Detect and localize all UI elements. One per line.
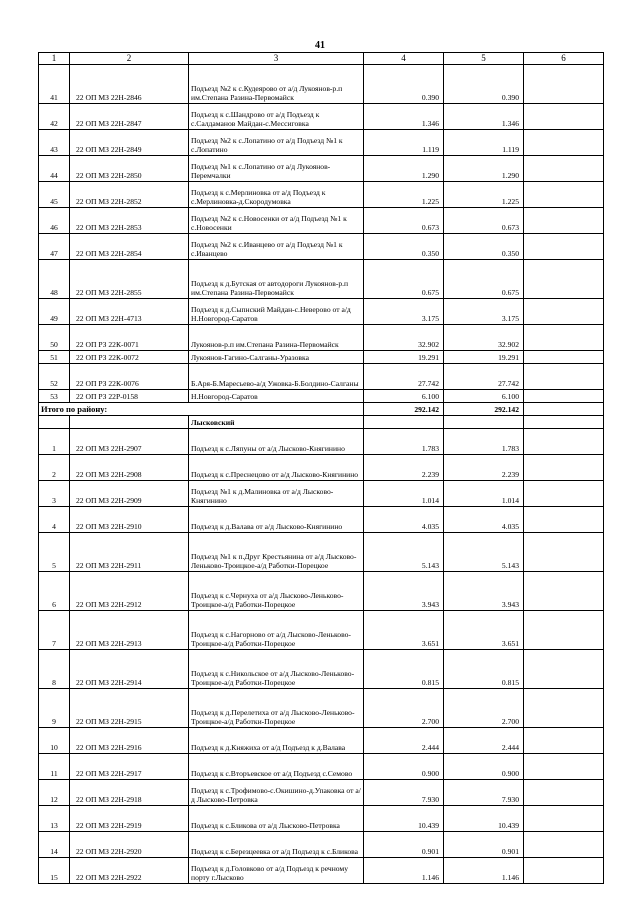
empty-cell bbox=[524, 572, 604, 611]
district-cell-1 bbox=[39, 416, 70, 429]
road-code: 22 ОП МЗ 22Н-2846 bbox=[70, 65, 189, 104]
road-code: 22 ОП МЗ 22Н-2849 bbox=[70, 130, 189, 156]
length-value: 0.675 bbox=[364, 260, 444, 299]
road-name: Подъезд к д.Княжиха от а/д Подъезд к д.Валава bbox=[189, 728, 364, 754]
road-name: Н.Новгород-Саратов bbox=[189, 390, 364, 403]
empty-cell bbox=[524, 507, 604, 533]
row-number: 14 bbox=[39, 832, 70, 858]
road-name: Подъезд к с.Ляпуны от а/д Лысково-Княгинино bbox=[189, 429, 364, 455]
road-name: Б.Аря-Б.Маресьево-а/д Ужовка-Б.Болдино-Салганы bbox=[189, 364, 364, 390]
table-body-bottom bbox=[39, 429, 604, 884]
length-value-total: 2.239 bbox=[444, 455, 524, 481]
empty-cell bbox=[524, 455, 604, 481]
length-value-total: 0.350 bbox=[444, 234, 524, 260]
road-code: 22 ОП МЗ 22Н-2908 bbox=[70, 455, 189, 481]
length-value: 2.444 bbox=[364, 728, 444, 754]
row-number: 48 bbox=[39, 260, 70, 299]
road-name: Подъезд к с.Трофимово-с.Окишино-д.Упаковка от а/д Лысково-Петровка bbox=[189, 780, 364, 806]
empty-cell bbox=[524, 780, 604, 806]
total-value-5: 292.142 bbox=[444, 403, 524, 416]
table-row bbox=[39, 156, 604, 182]
length-value-total: 32.902 bbox=[444, 325, 524, 351]
road-name: Подъезд к д.Валава от а/д Лысково-Княгинино bbox=[189, 507, 364, 533]
empty-cell bbox=[524, 234, 604, 260]
road-name: Подъезд №2 к с.Лопатино от а/д Подъезд №1 к с.Лопатино bbox=[189, 130, 364, 156]
length-value-total: 1.119 bbox=[444, 130, 524, 156]
row-number: 7 bbox=[39, 611, 70, 650]
road-code: 22 ОП МЗ 22Н-2907 bbox=[70, 429, 189, 455]
row-number: 11 bbox=[39, 754, 70, 780]
empty-cell bbox=[524, 611, 604, 650]
table-row bbox=[39, 325, 604, 351]
row-number: 49 bbox=[39, 299, 70, 325]
road-name: Подъезд к д.Головково от а/д Подъезд к речному порту г.Лысково bbox=[189, 858, 364, 884]
road-name: Подъезд к с.Нагорново от а/д Лысково-Леньково-Троицкое-а/д Работки-Порецкое bbox=[189, 611, 364, 650]
length-value: 6.100 bbox=[364, 390, 444, 403]
table-row bbox=[39, 728, 604, 754]
row-number: 13 bbox=[39, 806, 70, 832]
table-row bbox=[39, 234, 604, 260]
row-number: 4 bbox=[39, 507, 70, 533]
table-row bbox=[39, 481, 604, 507]
district-name: Лысковский bbox=[189, 416, 364, 429]
col-header-5: 5 bbox=[444, 53, 524, 65]
row-number: 44 bbox=[39, 156, 70, 182]
row-number: 53 bbox=[39, 390, 70, 403]
road-name: Подъезд №1 к п.Друг Крестьянина от а/д Лысково-Леньково-Троицкое-а/д Работки-Порецкое bbox=[189, 533, 364, 572]
road-code: 22 ОП МЗ 22Н-2916 bbox=[70, 728, 189, 754]
length-value: 1.014 bbox=[364, 481, 444, 507]
length-value-total: 0.390 bbox=[444, 65, 524, 104]
table-row bbox=[39, 65, 604, 104]
length-value: 3.175 bbox=[364, 299, 444, 325]
table-row bbox=[39, 390, 604, 403]
length-value: 0.815 bbox=[364, 650, 444, 689]
road-name: Подъезд к с.Мерлиновка от а/д Подъезд к с.Мерлиновка-д.Скородумовка bbox=[189, 182, 364, 208]
length-value: 5.143 bbox=[364, 533, 444, 572]
road-name: Подъезд №2 к с.Новосенки от а/д Подъезд №1 к с.Новосенки bbox=[189, 208, 364, 234]
col-header-4: 4 bbox=[364, 53, 444, 65]
table-row bbox=[39, 650, 604, 689]
empty-cell bbox=[524, 260, 604, 299]
table-row bbox=[39, 689, 604, 728]
length-value-total: 0.673 bbox=[444, 208, 524, 234]
district-cell-6 bbox=[524, 416, 604, 429]
page-number: 41 bbox=[315, 40, 325, 51]
col-header-1: 1 bbox=[39, 53, 70, 65]
col-header-2: 2 bbox=[70, 53, 189, 65]
empty-cell bbox=[524, 325, 604, 351]
road-name: Подъезд к д.Сыпнский Майдан-с.Неверово от а/д Н.Новгород-Саратов bbox=[189, 299, 364, 325]
empty-cell bbox=[524, 689, 604, 728]
road-code: 22 ОП РЗ 22К-0071 bbox=[70, 325, 189, 351]
table-row bbox=[39, 104, 604, 130]
length-value: 3.651 bbox=[364, 611, 444, 650]
length-value-total: 19.291 bbox=[444, 351, 524, 364]
row-number: 2 bbox=[39, 455, 70, 481]
road-code: 22 ОП МЗ 22Н-2922 bbox=[70, 858, 189, 884]
row-number: 10 bbox=[39, 728, 70, 754]
length-value-total: 1.146 bbox=[444, 858, 524, 884]
row-number: 8 bbox=[39, 650, 70, 689]
row-number: 47 bbox=[39, 234, 70, 260]
row-number: 43 bbox=[39, 130, 70, 156]
length-value-total: 0.901 bbox=[444, 832, 524, 858]
table-row bbox=[39, 208, 604, 234]
table-row bbox=[39, 611, 604, 650]
road-code: 22 ОП МЗ 22Н-2852 bbox=[70, 182, 189, 208]
length-value: 7.930 bbox=[364, 780, 444, 806]
district-cell-5 bbox=[444, 416, 524, 429]
length-value: 19.291 bbox=[364, 351, 444, 364]
empty-cell bbox=[524, 351, 604, 364]
length-value-total: 10.439 bbox=[444, 806, 524, 832]
length-value: 0.673 bbox=[364, 208, 444, 234]
length-value: 4.035 bbox=[364, 507, 444, 533]
length-value-total: 1.783 bbox=[444, 429, 524, 455]
road-name: Подъезд №1 к д.Малиновка от а/д Лысково-Княгинино bbox=[189, 481, 364, 507]
table-row bbox=[39, 455, 604, 481]
road-code: 22 ОП МЗ 22Н-2915 bbox=[70, 689, 189, 728]
table-row bbox=[39, 351, 604, 364]
empty-cell bbox=[524, 208, 604, 234]
row-number: 12 bbox=[39, 780, 70, 806]
table-row bbox=[39, 806, 604, 832]
empty-cell bbox=[524, 754, 604, 780]
road-name: Подъезд №1 к с.Лопатино от а/д Лукоянов-Перемчалки bbox=[189, 156, 364, 182]
col-header-6: 6 bbox=[524, 53, 604, 65]
empty-cell bbox=[524, 65, 604, 104]
road-name: Подъезд к с.Никольское от а/д Лысково-Леньково-Троицкое-а/д Работки-Порецкое bbox=[189, 650, 364, 689]
road-code: 22 ОП МЗ 22Н-2855 bbox=[70, 260, 189, 299]
empty-cell bbox=[524, 364, 604, 390]
roads-table bbox=[38, 52, 604, 884]
table-row bbox=[39, 299, 604, 325]
col-header-3: 3 bbox=[189, 53, 364, 65]
road-code: 22 ОП МЗ 22Н-2914 bbox=[70, 650, 189, 689]
length-value: 0.900 bbox=[364, 754, 444, 780]
road-name: Лукоянов-р.п им.Степана Разина-Первомайск bbox=[189, 325, 364, 351]
district-row bbox=[39, 416, 604, 429]
length-value: 3.943 bbox=[364, 572, 444, 611]
road-code: 22 ОП МЗ 22Н-2910 bbox=[70, 507, 189, 533]
table-row bbox=[39, 832, 604, 858]
road-code: 22 ОП МЗ 22Н-4713 bbox=[70, 299, 189, 325]
table-row bbox=[39, 533, 604, 572]
length-value-total: 1.290 bbox=[444, 156, 524, 182]
row-number: 9 bbox=[39, 689, 70, 728]
road-code: 22 ОП МЗ 22Н-2918 bbox=[70, 780, 189, 806]
length-value-total: 3.943 bbox=[444, 572, 524, 611]
road-code: 22 ОП МЗ 22Н-2919 bbox=[70, 806, 189, 832]
length-value-total: 2.700 bbox=[444, 689, 524, 728]
district-cell-4 bbox=[364, 416, 444, 429]
table-row bbox=[39, 572, 604, 611]
row-number: 41 bbox=[39, 65, 70, 104]
road-name: Подъезд к с.Шандрово от а/д Подъезд к с.Салдаманов Майдан-с.Мессиговка bbox=[189, 104, 364, 130]
length-value-total: 4.035 bbox=[444, 507, 524, 533]
length-value: 1.346 bbox=[364, 104, 444, 130]
road-name: Подъезд к с.Березцеевка от а/д Подъезд к с.Бликова bbox=[189, 832, 364, 858]
length-value-total: 0.900 bbox=[444, 754, 524, 780]
length-value-total: 1.346 bbox=[444, 104, 524, 130]
length-value: 2.700 bbox=[364, 689, 444, 728]
length-value: 1.225 bbox=[364, 182, 444, 208]
road-code: 22 ОП РЗ 22Р-0158 bbox=[70, 390, 189, 403]
road-code: 22 ОП МЗ 22Н-2911 bbox=[70, 533, 189, 572]
length-value: 32.902 bbox=[364, 325, 444, 351]
length-value-total: 3.175 bbox=[444, 299, 524, 325]
length-value-total: 27.742 bbox=[444, 364, 524, 390]
length-value: 0.350 bbox=[364, 234, 444, 260]
total-value-4: 292.142 bbox=[364, 403, 444, 416]
row-number: 42 bbox=[39, 104, 70, 130]
road-code: 22 ОП МЗ 22Н-2909 bbox=[70, 481, 189, 507]
length-value-total: 0.675 bbox=[444, 260, 524, 299]
road-code: 22 ОП МЗ 22Н-2912 bbox=[70, 572, 189, 611]
road-name: Подъезд №2 к с.Иванцево от а/д Подъезд №1 к с.Иванцево bbox=[189, 234, 364, 260]
length-value: 1.783 bbox=[364, 429, 444, 455]
road-code: 22 ОП РЗ 22К-0076 bbox=[70, 364, 189, 390]
empty-cell bbox=[524, 156, 604, 182]
empty-cell bbox=[524, 182, 604, 208]
table-row bbox=[39, 182, 604, 208]
length-value: 27.742 bbox=[364, 364, 444, 390]
length-value-total: 2.444 bbox=[444, 728, 524, 754]
length-value: 1.119 bbox=[364, 130, 444, 156]
road-name: Подъезд №2 к с.Кудеярово от а/д Лукоянов-р.п им.Степана Разина-Первомайск bbox=[189, 65, 364, 104]
empty-cell bbox=[524, 650, 604, 689]
row-number: 50 bbox=[39, 325, 70, 351]
length-value: 2.239 bbox=[364, 455, 444, 481]
table-row bbox=[39, 858, 604, 884]
empty-cell bbox=[524, 728, 604, 754]
length-value-total: 1.225 bbox=[444, 182, 524, 208]
road-name: Подъезд к с.Вторъевское от а/д Подъезд с.Семово bbox=[189, 754, 364, 780]
row-number: 6 bbox=[39, 572, 70, 611]
road-name: Подъезд к с.Бликова от а/д Лысково-Петровка bbox=[189, 806, 364, 832]
empty-cell bbox=[524, 390, 604, 403]
row-number: 46 bbox=[39, 208, 70, 234]
table-row bbox=[39, 429, 604, 455]
empty-cell bbox=[524, 858, 604, 884]
road-code: 22 ОП МЗ 22Н-2920 bbox=[70, 832, 189, 858]
row-number: 52 bbox=[39, 364, 70, 390]
road-name: Подъезд к с.Преснецово от а/д Лысково-Княгинино bbox=[189, 455, 364, 481]
total-row bbox=[39, 403, 604, 416]
total-value-6 bbox=[524, 403, 604, 416]
empty-cell bbox=[524, 130, 604, 156]
road-code: 22 ОП РЗ 22К-0072 bbox=[70, 351, 189, 364]
length-value: 1.146 bbox=[364, 858, 444, 884]
length-value: 0.901 bbox=[364, 832, 444, 858]
length-value: 10.439 bbox=[364, 806, 444, 832]
table-row bbox=[39, 780, 604, 806]
row-number: 51 bbox=[39, 351, 70, 364]
road-name: Подъезд к д.Бутская от автодороги Лукоянов-р.п им.Степана Разина-Первомайск bbox=[189, 260, 364, 299]
row-number: 5 bbox=[39, 533, 70, 572]
table-row bbox=[39, 507, 604, 533]
empty-cell bbox=[524, 481, 604, 507]
road-code: 22 ОП МЗ 22Н-2847 bbox=[70, 104, 189, 130]
table-row bbox=[39, 364, 604, 390]
length-value-total: 0.815 bbox=[444, 650, 524, 689]
district-cell-2 bbox=[70, 416, 189, 429]
row-number: 1 bbox=[39, 429, 70, 455]
road-code: 22 ОП МЗ 22Н-2913 bbox=[70, 611, 189, 650]
length-value-total: 1.014 bbox=[444, 481, 524, 507]
row-number: 15 bbox=[39, 858, 70, 884]
road-name: Подъезд к с.Чернуха от а/д Лысково-Леньково-Троицкое-а/д Работки-Порецкое bbox=[189, 572, 364, 611]
length-value: 1.290 bbox=[364, 156, 444, 182]
table-body-summary bbox=[39, 403, 604, 429]
table-row bbox=[39, 754, 604, 780]
road-code: 22 ОП МЗ 22Н-2850 bbox=[70, 156, 189, 182]
length-value-total: 5.143 bbox=[444, 533, 524, 572]
length-value-total: 3.651 bbox=[444, 611, 524, 650]
table-row bbox=[39, 260, 604, 299]
total-label: Итого по району: bbox=[39, 403, 364, 416]
road-code: 22 ОП МЗ 22Н-2853 bbox=[70, 208, 189, 234]
road-code: 22 ОП МЗ 22Н-2917 bbox=[70, 754, 189, 780]
length-value-total: 7.930 bbox=[444, 780, 524, 806]
header-row bbox=[39, 53, 604, 65]
row-number: 3 bbox=[39, 481, 70, 507]
row-number: 45 bbox=[39, 182, 70, 208]
empty-cell bbox=[524, 533, 604, 572]
table-body-top bbox=[39, 65, 604, 403]
road-name: Подъезд к д.Перелетиха от а/д Лысково-Леньково-Троицкое-а/д Работки-Порецкое bbox=[189, 689, 364, 728]
empty-cell bbox=[524, 299, 604, 325]
length-value: 0.390 bbox=[364, 65, 444, 104]
empty-cell bbox=[524, 806, 604, 832]
empty-cell bbox=[524, 104, 604, 130]
empty-cell bbox=[524, 429, 604, 455]
road-name: Лукоянов-Гагино-Салганы-Уразовка bbox=[189, 351, 364, 364]
table-row bbox=[39, 130, 604, 156]
length-value-total: 6.100 bbox=[444, 390, 524, 403]
road-code: 22 ОП МЗ 22Н-2854 bbox=[70, 234, 189, 260]
empty-cell bbox=[524, 832, 604, 858]
